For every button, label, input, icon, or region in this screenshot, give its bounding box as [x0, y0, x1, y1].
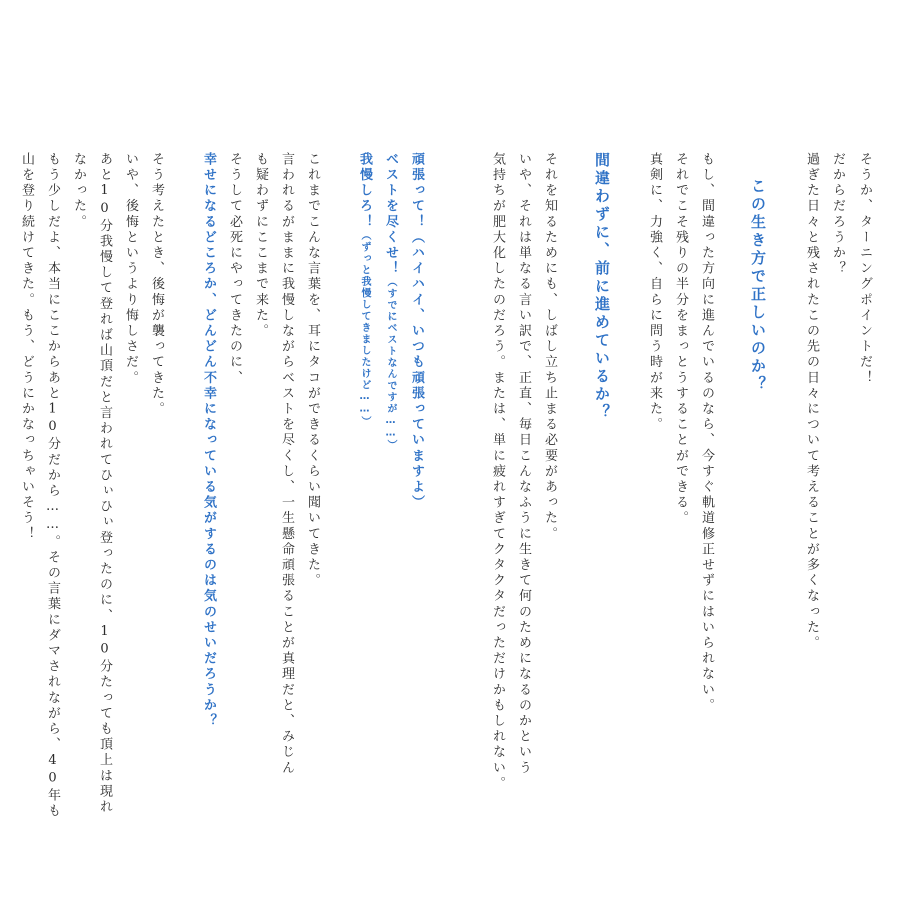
text-line: そう考えたとき、後悔が襲ってきた。	[149, 152, 164, 418]
emphasis-line	[356, 152, 372, 428]
emphasis-line	[408, 152, 424, 511]
emphasis-line	[382, 152, 398, 451]
emphasis-text: 頑張って！（ハイハイ、いつも頑張っていますよ）	[409, 152, 424, 511]
text-line: それでこそ残りの半分をまっとうすることができる。	[673, 152, 688, 527]
text-line: 気持ちが肥大化したのだろう。または、単に疲れすぎてクタクタだっただけかもしれない。	[490, 152, 505, 792]
text-line: いや、それは単なる言い訳で、正直、毎日こんなふうに生きて何のためになるのかという	[516, 152, 531, 776]
text-line: も疑わずにここまで来た。	[253, 152, 268, 340]
emphasis-text: 我慢しろ！	[357, 152, 372, 230]
text-line: もう少しだよ、本当にここからあと10分だから……。その言葉にダマされながら、40年も	[45, 152, 60, 820]
text-line: 真剣に、力強く、自らに問う時が来た。	[647, 152, 662, 433]
text-line: これまでこんな言葉を、耳にタコができるくらい聞いてきた。	[305, 152, 320, 589]
aside-text: （ずっと我慢してきましたけど……）	[359, 230, 370, 428]
text-line: いや、後悔というより悔しさだ。	[123, 152, 138, 386]
text-line: 山を登り続けてきた。もう、どうにかなっちゃいそう！	[19, 152, 34, 542]
text-line: だからだろうか？	[830, 152, 845, 277]
text-line: 言われるがままに我慢しながらベストを尽くし、一生懸命頑張ることが真理だと、みじん	[279, 152, 294, 776]
text-line: そうして必死にやってきたのに、	[227, 152, 242, 386]
aside-text: （すでにベストなんですが……）	[385, 276, 396, 452]
text-line: もし、間違った方向に進んでいるのなら、今すぐ軌道修正せずにはいられない。	[699, 152, 714, 714]
section-heading: 間違わずに、前に進めているか？	[593, 152, 611, 422]
text-line: そうか、ターニングポイントだ！	[857, 152, 872, 386]
section-heading: この生き方で正しいのか？	[749, 178, 767, 394]
emphasis-text: ベストを尽くせ！	[383, 152, 398, 277]
text-line: なかった。	[71, 152, 86, 230]
text-line: それを知るためにも、しばし立ち止まる必要があった。	[542, 152, 557, 542]
text-line: 過ぎた日々と残されたこの先の日々について考えることが多くなった。	[804, 152, 819, 652]
text-line: あと10分我慢して登れば山頂だと言われてひぃひぃ登ったのに、10分たっても頂上は現れ	[97, 152, 112, 816]
emphasis-line: 幸せになるどころか、どんどん不幸になっている気がするのは気のせいだろうか？	[201, 152, 216, 730]
